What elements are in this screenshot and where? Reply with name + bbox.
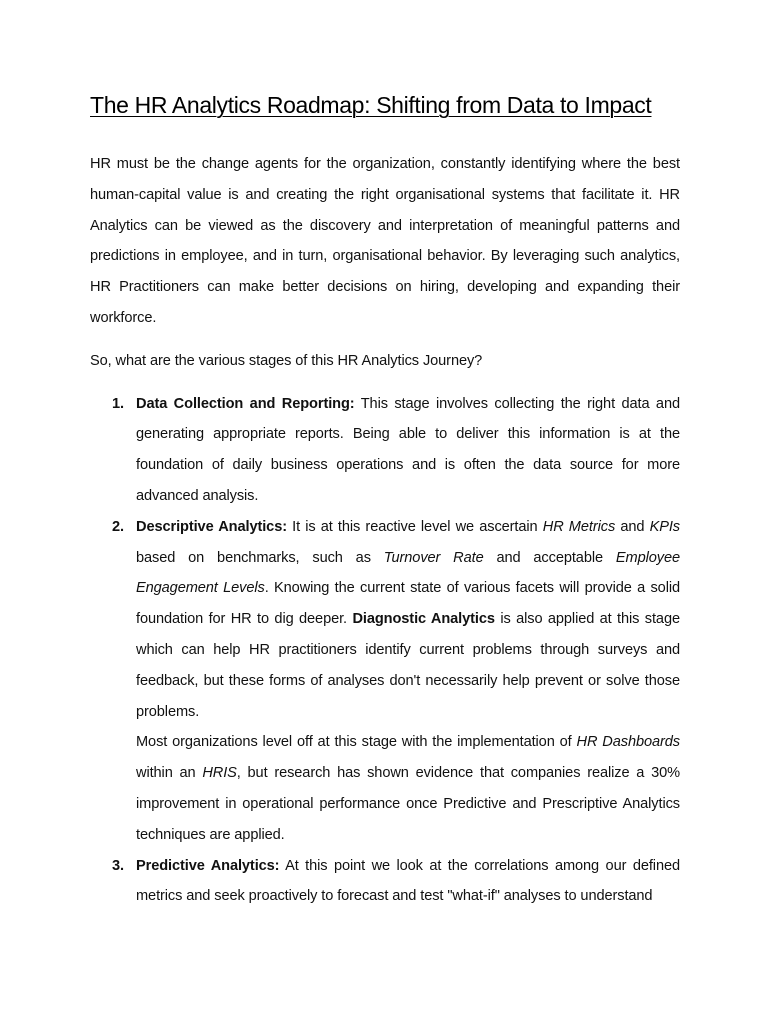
stage-number: 2.	[112, 518, 124, 535]
stage-text: is also applied at this stage which can help HR practitioners identify current problems through surveys and feedback, but these forms of analyses don't necessarily help prevent or solve those problems.	[136, 611, 680, 720]
document-title: The HR Analytics Roadmap: Shifting from Data to Impact	[90, 92, 652, 118]
stage-number: 1.	[112, 395, 124, 412]
term-hr-dashboards: HR Dashboards	[576, 734, 680, 751]
intro-paragraph: HR must be the change agents for the organization, constantly identifying where the best human-capital value is and creating the right organisational systems that facilitate it. HR Analytics can be viewed as the discovery and interpretation of meaningful patterns and predictions in employee, and in turn, organisational behavior. By leveraging such analytics, HR Practitioners can make better decisions on hiring, developing and expanding their workforce.	[90, 156, 680, 326]
term-diagnostic-analytics: Diagnostic Analytics	[352, 611, 495, 628]
stage-text: , but research has shown evidence that companies realize a 30% improvement in operational performance once Predictive and Prescriptive Analytics techniques are applied.	[136, 765, 680, 843]
term-hris: HRIS	[202, 765, 237, 782]
term-kpis: KPIs	[649, 518, 680, 535]
stage-text: It is at this reactive level we ascertain	[286, 518, 543, 535]
stages-list	[90, 389, 680, 913]
stage-text: . Knowing the current state of various facets will provide a solid foundation for HR to dig deeper.	[136, 580, 680, 628]
stages-question: So, what are the various stages of this HR Analytics Journey?	[90, 352, 483, 369]
stage-text: within an	[136, 765, 203, 782]
stage-paragraph	[136, 512, 680, 728]
stage-heading: Descriptive Analytics:	[136, 518, 287, 535]
stage-text: based on benchmarks, such as	[136, 549, 384, 566]
stage-paragraph	[136, 389, 680, 512]
term-engagement-levels: Employee Engagement Levels	[136, 549, 680, 597]
stage-text: This stage involves collecting the right data and generating appropriate reports. Being able to deliver this information is at the foundation of daily business operations and is often the data source for more advanced analysis.	[136, 395, 680, 504]
stage-text: and acceptable	[483, 549, 616, 566]
term-turnover-rate: Turnover Rate	[383, 549, 484, 566]
stage-text: and	[615, 518, 650, 535]
stage-text: Most organizations level off at this stage with the implementation of	[136, 734, 577, 751]
stage-item-predictive-analytics	[90, 851, 680, 913]
stage-item-descriptive-analytics	[90, 512, 680, 851]
stage-heading: Predictive Analytics:	[136, 857, 280, 874]
stage-item-data-collection	[90, 389, 680, 512]
term-hr-metrics: HR Metrics	[542, 518, 616, 535]
stage-paragraph-secondary	[136, 727, 680, 850]
stage-number: 3.	[112, 857, 124, 874]
stage-paragraph	[136, 851, 680, 913]
stage-heading: Data Collection and Reporting:	[136, 395, 355, 412]
stage-text: At this point we look at the correlations among our defined metrics and seek proactively to forecast and test "what-if" analyses to understand	[136, 857, 680, 905]
